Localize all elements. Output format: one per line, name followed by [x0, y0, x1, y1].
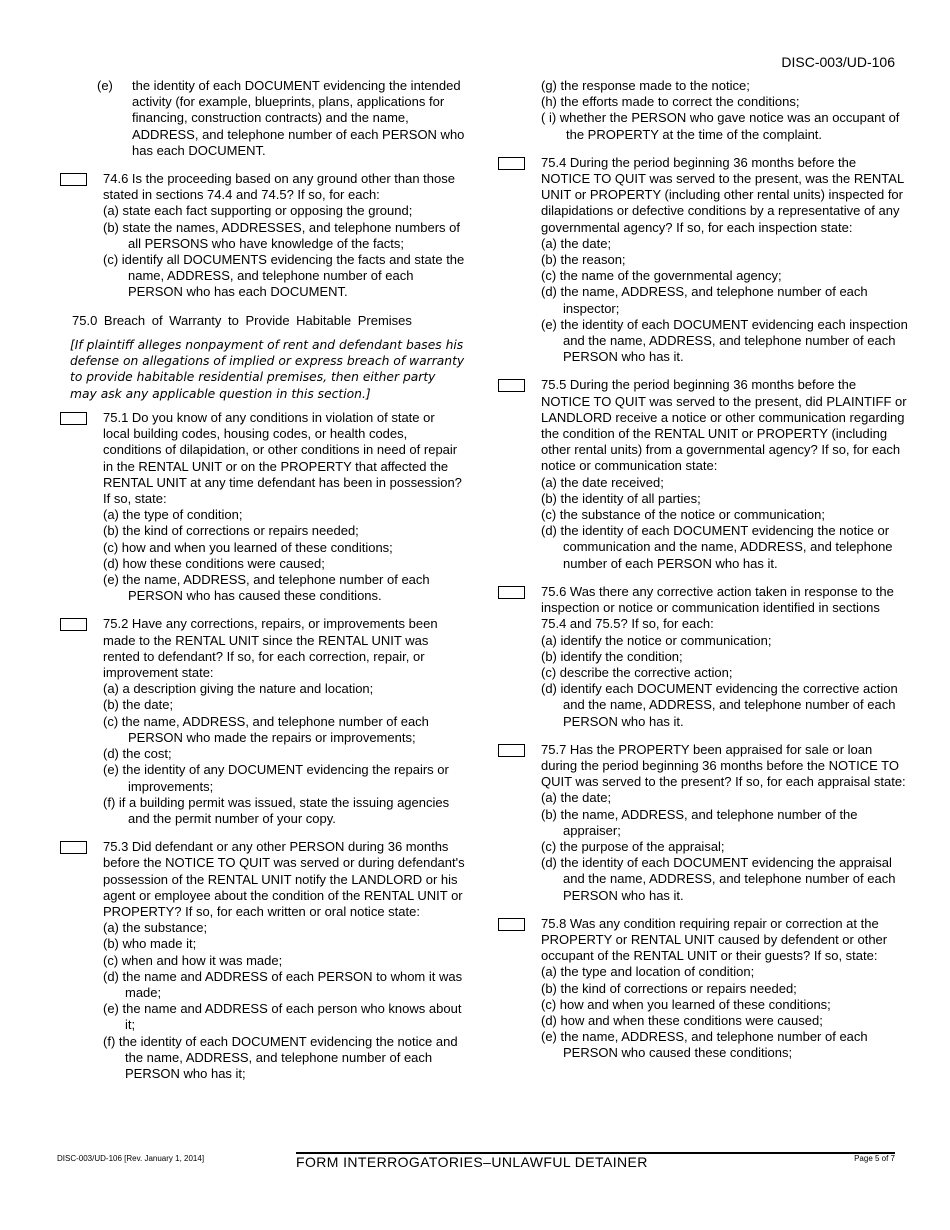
checkbox-75-4[interactable] [498, 157, 525, 170]
question-text: 75.4 During the period beginning 36 months before the NOTICE TO QUIT was served to the present, was the RENTAL UNIT or PROPERTY (including other rental units) inspected for dilapidations or defective conditions by a representative of any governmental agency? If so, for each inspection state: [541, 154, 904, 235]
item-e-text: the identity of each DOCUMENT evidencing the intended activity (for example, blueprints, plans, applications for financing, construction contracts) and the name, ADDRESS, and telephone number of each PERSON who has each DOCUMENT. [132, 78, 465, 158]
question-text: 75.2 Have any corrections, repairs, or improvements been made to the RENTAL UNIT since the RENTAL UNIT was rented to defendant? If so, for each correction, repair, or improvement state: [103, 616, 438, 681]
list-item: (c) the purpose of the appraisal; [541, 838, 725, 854]
list-item: ( i) whether the PERSON who gave notice was an occupant of the PROPERTY at the time of the complaint. [541, 110, 900, 142]
checkbox-75-8[interactable] [498, 918, 525, 931]
list-item: (e) the identity of any DOCUMENT evidencing the repairs or improvements; [103, 762, 449, 794]
list-item: (b) identify the condition; [541, 648, 683, 664]
list-item: (e) the name, ADDRESS, and telephone number of each PERSON who has caused these conditions. [103, 572, 430, 604]
list-item: (a) identify the notice or communication; [541, 632, 772, 648]
item-e [60, 78, 465, 159]
list-item: (c) how and when you learned of these conditions; [103, 539, 393, 555]
list-item: (c) when and how it was made; [103, 952, 283, 968]
question-text: 75.3 Did defendant or any other PERSON during 36 months before the NOTICE TO QUIT was served or during defendant's possession of the RENTAL UNIT notify the LANDLORD or his agent or employee about the condition of the RENTAL UNIT or PROPERTY? If so, for each written or oral notice state: [103, 839, 465, 919]
list-item: (d) how and when these conditions were caused; [541, 1012, 823, 1028]
list-item: (b) the reason; [541, 252, 626, 268]
checkbox-75-2[interactable] [60, 618, 87, 631]
list-item: (d) the identity of each DOCUMENT evidencing the appraisal and the name, ADDRESS, and telephone number of each PERSON who has it. [541, 855, 896, 903]
list-item: (g) the response made to the notice; [541, 78, 750, 93]
form-id-header: DISC-003/UD-106 [781, 54, 895, 70]
list-item: (f) if a building permit was issued, state the issuing agencies and the permit number of your copy. [103, 794, 450, 826]
question-text: 75.5 During the period beginning 36 months before the NOTICE TO QUIT was served to the present, did PLAINTIFF or LANDLORD receive a notice or other communication regarding the condition of the RENTAL UNIT or PROPERTY (including other rental units) from a governmental agency? If so, for each notice or communication state: [541, 377, 907, 474]
list-item: (b) state the names, ADDRESSES, and telephone numbers of all PERSONS who have knowledge of the facts; [103, 219, 460, 251]
list-item: (f) the identity of each DOCUMENT evidencing the notice and the name, ADDRESS, and telephone number of each PERSON who has it; [103, 1033, 458, 1081]
list-item: (b) the kind of corrections or repairs needed; [103, 523, 359, 539]
list-item: (a) the type of condition; [103, 507, 243, 523]
question-75-3-continued [498, 78, 908, 143]
list-item: (h) the efforts made to correct the conditions; [541, 94, 800, 110]
list-item: (c) how and when you learned of these conditions; [541, 996, 831, 1012]
list-item: (c) the substance of the notice or communication; [541, 507, 825, 523]
list-item: (b) who made it; [103, 936, 197, 952]
list-item: (a) the date received; [541, 474, 664, 490]
list-item: (d) the name and ADDRESS of each PERSON to whom it was made; [103, 968, 463, 1000]
list-item: (a) the substance; [103, 920, 208, 936]
list-item: (b) the kind of corrections or repairs needed; [541, 980, 797, 996]
section-heading: 75.0 Breach of Warranty to Provide Habitable Premises [72, 312, 412, 328]
footer-form-rev: DISC-003/UD-106 [Rev. January 1, 2014] [57, 1154, 205, 1163]
list-item: (c) describe the corrective action; [541, 664, 733, 680]
list-item: (b) the identity of all parties; [541, 490, 701, 506]
checkbox-75-6[interactable] [498, 586, 525, 599]
question-75-4 [498, 155, 908, 366]
question-text: 74.6 Is the proceeding based on any ground other than those stated in sections 74.4 and 74.5? If so, for each: [103, 171, 455, 203]
left-column [60, 78, 465, 1082]
question-75-2 [60, 616, 465, 827]
question-text: 75.7 Has the PROPERTY been appraised for sale or loan during the period beginning 36 months before the NOTICE TO QUIT was served to the present? If so, for each appraisal state: [541, 741, 906, 790]
list-item: (c) the name, ADDRESS, and telephone number of each PERSON who made the repairs or improvements; [103, 713, 429, 745]
right-column [498, 78, 908, 1062]
list-item: (d) the name, ADDRESS, and telephone number of each inspector; [541, 284, 868, 316]
question-75-6 [498, 584, 908, 730]
list-item: (a) the type and location of condition; [541, 964, 755, 980]
checkbox-75-1[interactable] [60, 412, 87, 425]
footer-title: FORM INTERROGATORIES–UNLAWFUL DETAINER [296, 1154, 648, 1170]
list-item: (e) the name, ADDRESS, and telephone number of each PERSON who caused these conditions; [541, 1029, 868, 1061]
list-item: (a) the date; [541, 235, 612, 251]
list-item: (a) a description giving the nature and location; [103, 681, 374, 697]
checkbox-75-5[interactable] [498, 379, 525, 392]
checkbox-75-3[interactable] [60, 841, 87, 854]
question-75-3 [60, 839, 465, 1082]
question-75-5 [498, 377, 908, 571]
list-item: (d) identify each DOCUMENT evidencing the corrective action and the name, ADDRESS, and telephone number of each PERSON who has it. [541, 681, 898, 729]
question-text: 75.1 Do you know of any conditions in violation of state or local building codes, housing codes, or health codes, conditions of dilapidation, or other conditions in need of repair in the RENTAL UNIT or on the PROPERTY that affected the RENTAL UNIT at any time defendant has been in possession? If so, state: [103, 410, 462, 507]
list-item: (d) the cost; [103, 746, 172, 762]
list-item: (c) identify all DOCUMENTS evidencing the facts and state the name, ADDRESS, and telephone number of each PERSON who has each DOCUMENT. [103, 252, 465, 300]
list-item: (d) how these conditions were caused; [103, 555, 325, 571]
question-75-7 [498, 742, 908, 904]
section-note: [If plaintiff alleges nonpayment of rent and defendant bases his defense on allegations of implied or express breach of warranty to provide habitable residential premises, then either party may ask any applicable question in this section.] [70, 337, 465, 401]
list-item: (d) the identity of each DOCUMENT evidencing the notice or communication and the name, ADDRESS, and telephone number of each PERSON who has it. [541, 523, 893, 571]
list-item: (b) the name, ADDRESS, and telephone number of the appraiser; [541, 806, 858, 838]
question-75-1 [60, 410, 465, 604]
question-74-6 [60, 171, 465, 301]
question-text: 75.8 Was any condition requiring repair or correction at the PROPERTY or RENTAL UNIT caused by defendent or other occupant of the RENTAL UNIT or their guests? If so, state: [541, 915, 888, 964]
list-item: (e) the identity of each DOCUMENT evidencing each inspection and the name, ADDRESS, and telephone number of each PERSON who has it. [541, 316, 908, 365]
item-e-label: (e) [97, 78, 113, 93]
question-text: 75.6 Was there any corrective action taken in response to the inspection or notice or communication identified in sections 75.4 and 75.5? If so, for each: [541, 583, 894, 632]
list-item: (c) the name of the governmental agency; [541, 268, 782, 284]
list-item: (e) the name and ADDRESS of each person who knows about it; [103, 1001, 462, 1033]
footer-page-number: Page 5 of 7 [854, 1154, 895, 1163]
list-item: (a) state each fact supporting or opposing the ground; [103, 203, 413, 219]
question-75-8 [498, 916, 908, 1062]
list-item: (a) the date; [541, 790, 612, 806]
checkbox-74-6[interactable] [60, 173, 87, 186]
list-item: (b) the date; [103, 697, 174, 713]
checkbox-75-7[interactable] [498, 744, 525, 757]
